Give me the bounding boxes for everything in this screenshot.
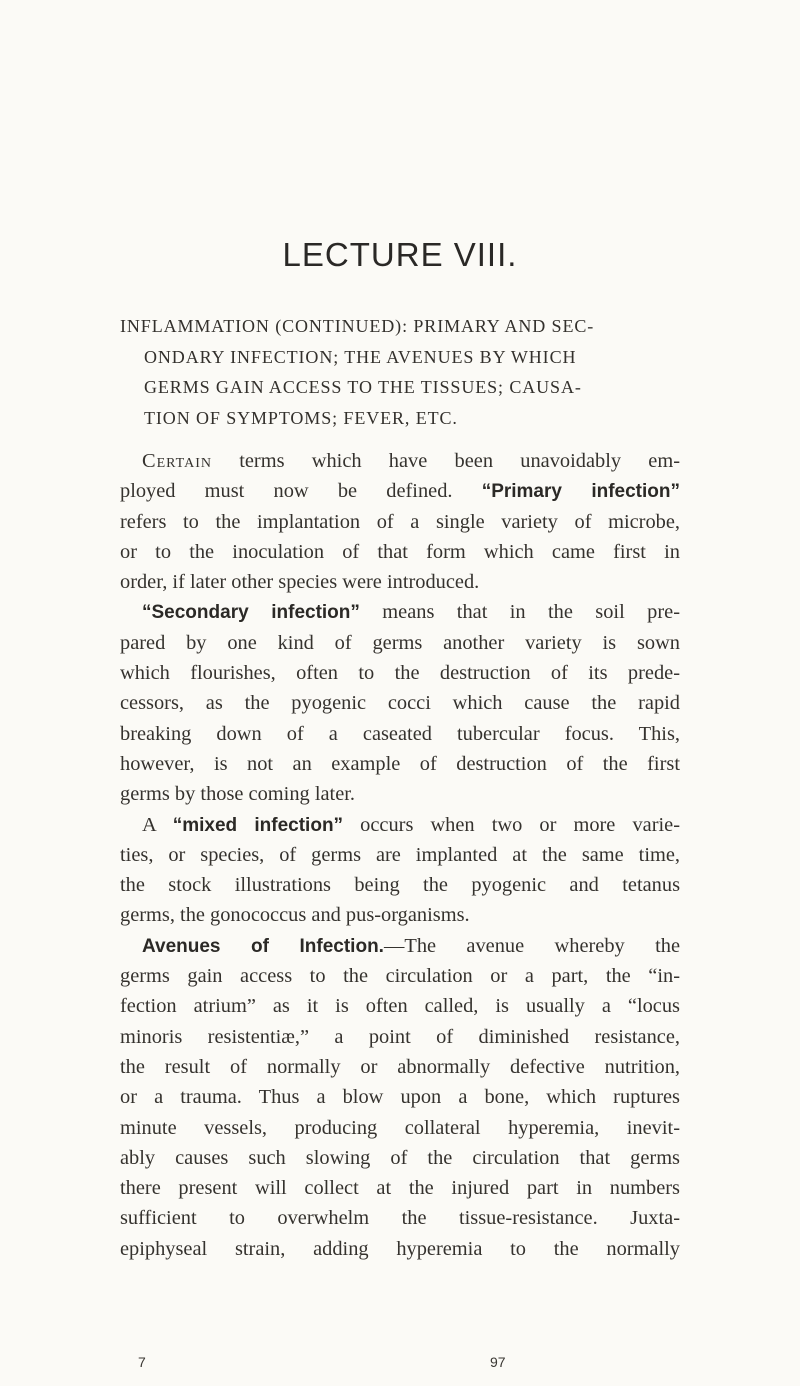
text-line: or a trauma. Thus a blow upon a bone, which ruptures	[120, 1086, 680, 1109]
text-line: minoris resistentiæ,” a point of diminished resistance,	[120, 1025, 680, 1048]
summary-line: ONDARY INFECTION; THE AVENUES BY WHICH	[144, 346, 577, 367]
lecture-title: LECTURE VIII.	[282, 236, 518, 273]
text-line: the result of normally or abnormally defective nutrition,	[120, 1055, 680, 1078]
text-line: however, is not an example of destruction of the first	[120, 752, 680, 775]
text-line	[120, 476, 680, 506]
text-line	[120, 931, 680, 961]
text-line: which flourishes, often to the destruction of its prede-	[120, 662, 680, 685]
text-span: ployed must now be defined.	[120, 480, 453, 503]
term-secondary-infection: “Secondary infection”	[142, 602, 360, 624]
text-line: there present will collect at the injured part in numbers	[120, 1177, 680, 1200]
text-span: occurs when two or more varie-	[360, 813, 680, 836]
text-line: germs gain access to the circulation or a part, the “in-	[120, 965, 680, 988]
text-line: sufficient to overwhelm the tissue-resistance. Juxta-	[120, 1207, 680, 1230]
body-text	[120, 446, 680, 1264]
text-line: pared by one kind of germs another variety is sown	[120, 631, 680, 654]
text-line: breaking down of a caseated tubercular focus. This,	[120, 722, 680, 745]
text-line: epiphyseal strain, adding hyperemia to the normally	[120, 1237, 680, 1260]
paragraph-lead-word: Certain	[142, 450, 212, 472]
text-line: or to the inoculation of that form which came first in	[120, 540, 680, 563]
text-line	[120, 446, 680, 476]
text-line: fection atrium” as it is often called, is usually a “locus	[120, 995, 680, 1018]
text-line	[120, 810, 680, 840]
text-line: the stock illustrations being the pyogenic and tetanus	[120, 874, 680, 897]
text-line: minute vessels, producing collateral hyperemia, inevit-	[120, 1116, 680, 1139]
summary-line: GERMS GAIN ACCESS TO THE TISSUES; CAUSA-	[144, 377, 582, 397]
text-line: cessors, as the pyogenic cocci which cause the rapid	[120, 692, 680, 715]
text-span: means that in the soil pre-	[382, 601, 680, 624]
text-line: order, if later other species were introduced.	[120, 571, 480, 594]
page-number: 97	[490, 1354, 506, 1370]
text-line: germs by those coming later.	[120, 783, 356, 806]
text-span: A	[142, 813, 156, 836]
signature-mark: 7	[138, 1354, 146, 1370]
text-line: germs, the gonococcus and pus-organisms.	[120, 904, 470, 927]
summary-line: TION OF SYMPTOMS; FEVER, ETC.	[144, 407, 458, 428]
text-span: —The avenue whereby the	[383, 934, 680, 957]
text-line: refers to the implantation of a single variety of microbe,	[120, 510, 680, 533]
term-mixed-infection: “mixed infection”	[172, 814, 344, 836]
text-line: ably causes such slowing of the circulation that germs	[120, 1146, 680, 1169]
chapter-summary	[120, 311, 680, 433]
text-line: ties, or species, of germs are implanted at the same time,	[120, 843, 680, 866]
summary-line: INFLAMMATION (CONTINUED): PRIMARY AND SEC-	[120, 316, 595, 336]
text-line	[120, 597, 680, 627]
section-heading-avenues-of-infection: Avenues of Infection.	[142, 935, 384, 957]
term-primary-infection: “Primary infection”	[481, 481, 680, 503]
text-span: terms which have been unavoidably em-	[239, 450, 680, 472]
